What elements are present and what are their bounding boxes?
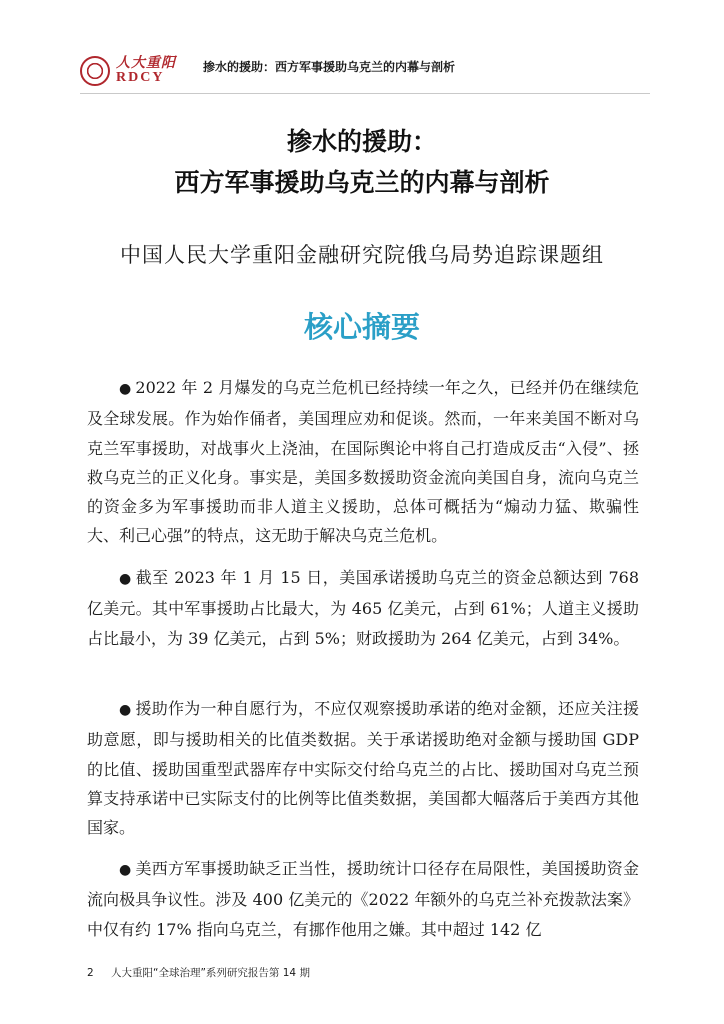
author-group: 中国人民大学重阳金融研究院俄乌局势追踪课题组 bbox=[120, 243, 604, 267]
document-title-line-2: 西方军事援助乌克兰的内幕与剖析 bbox=[174, 168, 550, 197]
summary-paragraph-3 bbox=[87, 694, 639, 842]
page-header bbox=[80, 52, 650, 92]
running-title: 掺水的援助：西方军事援助乌克兰的内幕与剖析 bbox=[203, 60, 456, 74]
paragraph-text: 美西方军事援助缺乏正当性，援助统计口径存在局限性，美国援助资金流向极具争议性。涉及 400 亿美元的《2022 年额外的乌克兰补充拨款法案》中仅有约 17% 指向乌克兰，有挪作他用之嫌。其中超过 142 亿 bbox=[87, 859, 639, 939]
bullet-icon: ● bbox=[119, 381, 132, 397]
section-heading: 核心摘要 bbox=[303, 310, 420, 344]
page-number: 2 bbox=[87, 967, 94, 979]
rdcy-emblem-icon bbox=[80, 56, 110, 86]
bullet-icon: ● bbox=[119, 702, 132, 718]
bullet-icon: ● bbox=[119, 862, 132, 878]
page-footer bbox=[87, 965, 310, 980]
series-label: 人大重阳“全球治理”系列研究报告第 14 期 bbox=[111, 967, 310, 979]
paragraph-text: 援助作为一种自愿行为，不应仅观察援助承诺的绝对金额，还应关注援助意愿，即与援助相关的比值类数据。关于承诺援助绝对金额与援助国 GDP 的比值、援助国重型武器库存中实际交付给乌克兰的占比、援助国对乌克兰预算支持承诺中已实际支付的比例等比值类数据，美国都大幅落后于美西方其他国家。 bbox=[87, 699, 639, 838]
paragraph-text: 2022 年 2 月爆发的乌克兰危机已经持续一年之久，已经并仍在继续危及全球发展。作为始作俑者，美国理应劝和促谈。然而，一年来美国不断对乌克兰军事援助，对战事火上浇油，在国际舆论中将自己打造成反击“入侵”、拯救乌克兰的正义化身。事实是，美国多数援助资金流向美国自身，流向乌克兰的资金多为军事援助而非人道主义援助，总体可概括为“煽动力猛、欺骗性大、利己心强”的特点，这无助于解决乌克兰危机。 bbox=[87, 378, 639, 546]
header-divider bbox=[80, 93, 650, 94]
summary-paragraph-1 bbox=[87, 373, 639, 551]
summary-paragraph-2 bbox=[87, 563, 639, 653]
bullet-icon: ● bbox=[119, 571, 132, 587]
paragraph-text: 截至 2023 年 1 月 15 日，美国承诺援助乌克兰的资金总额达到 768 亿美元。其中军事援助占比最大，为 465 亿美元，占到 61%；人道主义援助占比最小，为 39 亿美元，占到 5%；财政援助为 264 亿美元，占到 34%。 bbox=[87, 568, 639, 648]
logo-latin-text: RDCY bbox=[116, 70, 165, 85]
summary-paragraph-4 bbox=[87, 854, 639, 944]
document-title-line-1: 掺水的援助： bbox=[286, 127, 437, 156]
logo-script-text: 人大重阳 bbox=[116, 55, 176, 71]
